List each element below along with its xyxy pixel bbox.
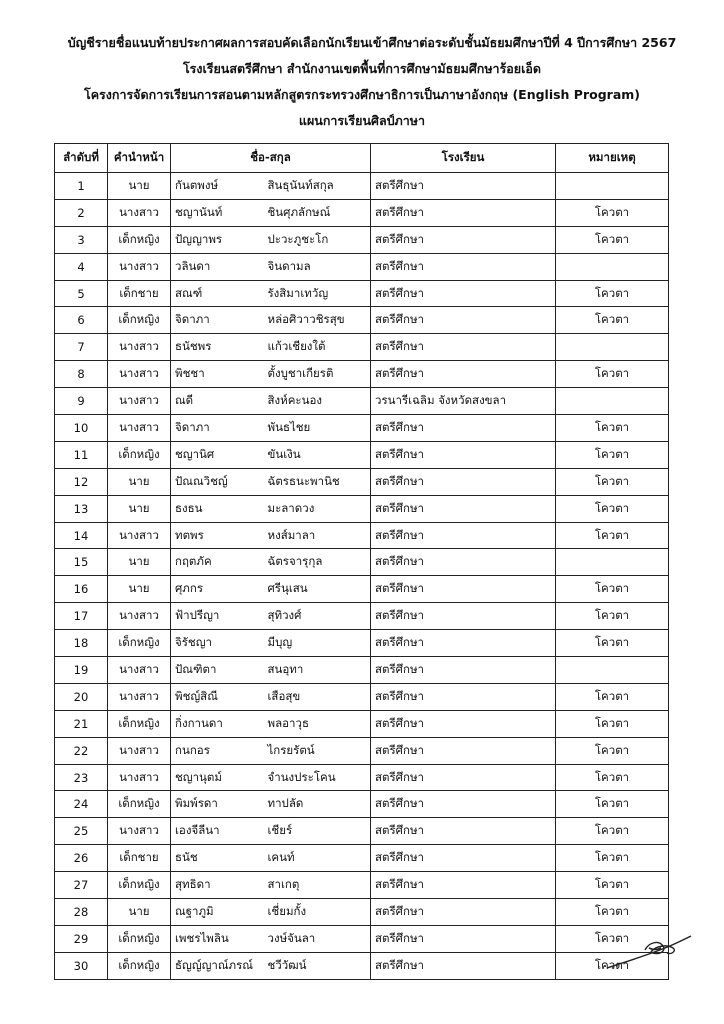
cell-surname: ชินศุภลักษณ์ [264,199,371,226]
cell-no: 14 [55,522,108,549]
cell-no: 17 [55,603,108,630]
cell-surname: จำนงประโคน [264,764,371,791]
cell-title: นางสาว [108,334,171,361]
cell-name: จิดาภา [171,307,264,334]
cell-no: 19 [55,657,108,684]
cell-school: สตรีศึกษา [371,468,556,495]
cell-surname: สนอุทา [264,657,371,684]
cell-surname: พันธไชย [264,415,371,442]
cell-note: โควตา [556,845,669,872]
cell-surname: มะลาดวง [264,495,371,522]
cell-surname: สุทิวงศ์ [264,603,371,630]
cell-name: จิรัชญา [171,630,264,657]
cell-school: สตรีศึกษา [371,361,556,388]
cell-school: สตรีศึกษา [371,603,556,630]
signature [605,928,695,973]
cell-surname: ปะวะภูชะโก [264,226,371,253]
cell-title: เด็กหญิง [108,791,171,818]
cell-surname: เชียร์ [264,818,371,845]
cell-no: 15 [55,549,108,576]
cell-school: สตรีศึกษา [371,226,556,253]
table-row [55,764,669,791]
cell-name: พิชชา [171,361,264,388]
cell-name: ณฐาภูมิ [171,899,264,926]
cell-title: นาย [108,495,171,522]
cell-surname: หล่อศิวาวชิรสุข [264,307,371,334]
cell-no: 23 [55,764,108,791]
cell-note: โควตา [556,818,669,845]
cell-note: โควตา [556,522,669,549]
table-row [55,576,669,603]
cell-name: ปัณณวิชญ์ [171,468,264,495]
cell-surname: มีบุญ [264,630,371,657]
cell-school: สตรีศึกษา [371,334,556,361]
cell-school: สตรีศึกษา [371,495,556,522]
header-study-plan: แผนการเรียนศิลป์ภาษา [298,113,426,128]
cell-name: ธงธน [171,495,264,522]
table-row [55,199,669,226]
cell-title: นางสาว [108,764,171,791]
table-row [55,495,669,522]
cell-note: โควตา [556,441,669,468]
cell-note [556,657,669,684]
cell-title: เด็กหญิง [108,630,171,657]
cell-surname: เสือสุข [264,683,371,710]
cell-name: กันตพงษ์ [171,173,264,200]
cell-school: สตรีศึกษา [371,818,556,845]
cell-title: นาย [108,468,171,495]
table-row [55,899,669,926]
table-row [55,603,669,630]
table-row [55,441,669,468]
cell-name: เพชรไพลิน [171,925,264,952]
table-row [55,173,669,200]
cell-note: โควตา [556,683,669,710]
table-row [55,415,669,442]
cell-school: สตรีศึกษา [371,307,556,334]
cell-no: 28 [55,899,108,926]
cell-school: สตรีศึกษา [371,630,556,657]
cell-surname: เชี่ยมกั้ง [264,899,371,926]
table-row [55,334,669,361]
cell-school: สตรีศึกษา [371,576,556,603]
column-header-no: ลำดับที่ [55,144,108,173]
cell-note: โควตา [556,307,669,334]
cell-note: โควตา [556,415,669,442]
cell-name: ธนัช [171,845,264,872]
cell-no: 5 [55,280,108,307]
cell-note [556,173,669,200]
cell-note: โควตา [556,361,669,388]
column-header-title: คำนำหน้า [108,144,171,173]
cell-note [556,253,669,280]
cell-note: โควตา [556,925,669,952]
cell-title: นางสาว [108,522,171,549]
cell-name: สุทธิดา [171,872,264,899]
cell-title: นาย [108,576,171,603]
cell-no: 13 [55,495,108,522]
table-row [55,280,669,307]
cell-note: โควตา [556,952,669,979]
cell-school: สตรีศึกษา [371,549,556,576]
table-row [55,791,669,818]
table-row [55,925,669,952]
cell-note: โควตา [556,199,669,226]
cell-name: พิมพ์รดา [171,791,264,818]
cell-note: โควตา [556,899,669,926]
table-row [55,253,669,280]
column-header-fullname: ชื่อ-สกุล [171,144,371,173]
table-row [55,737,669,764]
cell-no: 1 [55,173,108,200]
cell-no: 27 [55,872,108,899]
cell-name: พิชญ์สิณี [171,683,264,710]
cell-school: สตรีศึกษา [371,872,556,899]
cell-note [556,549,669,576]
cell-no: 7 [55,334,108,361]
cell-note: โควตา [556,764,669,791]
cell-title: นางสาว [108,737,171,764]
column-header-school: โรงเรียน [371,144,556,173]
table-row [55,307,669,334]
cell-school: สตรีศึกษา [371,925,556,952]
cell-name: ธัญญ์ญาณ์ภรณ์ [171,952,264,979]
cell-school: สตรีศึกษา [371,791,556,818]
table-row [55,226,669,253]
header-school: โรงเรียนสตรีศึกษา สำนักงานเขตพื้นที่การศึกษามัธยมศึกษาร้อยเอ็ด [182,61,542,76]
cell-no: 21 [55,710,108,737]
cell-school: สตรีศึกษา [371,899,556,926]
cell-no: 29 [55,925,108,952]
cell-name: ชญานิศ [171,441,264,468]
cell-title: นาย [108,173,171,200]
cell-no: 9 [55,388,108,415]
column-header-note: หมายเหตุ [556,144,669,173]
cell-school: สตรีศึกษา [371,710,556,737]
cell-school: สตรีศึกษา [371,683,556,710]
table-row [55,952,669,979]
table-row [55,361,669,388]
cell-surname: ฉัตรจารุกุล [264,549,371,576]
cell-title: เด็กหญิง [108,952,171,979]
cell-surname: เคนท์ [264,845,371,872]
cell-title: นางสาว [108,415,171,442]
cell-school: สตรีศึกษา [371,253,556,280]
cell-school: สตรีศึกษา [371,764,556,791]
table-row [55,522,669,549]
cell-no: 3 [55,226,108,253]
cell-school: สตรีศึกษา [371,845,556,872]
cell-name: ชญานุตม์ [171,764,264,791]
cell-name: ณดี [171,388,264,415]
cell-note: โควตา [556,710,669,737]
cell-title: เด็กหญิง [108,710,171,737]
cell-name: ฟ้าปรีญา [171,603,264,630]
cell-school: สตรีศึกษา [371,280,556,307]
cell-title: นางสาว [108,818,171,845]
cell-name: เองจีลีนา [171,818,264,845]
cell-surname: รังสิมาเทวัญ [264,280,371,307]
cell-note: โควตา [556,630,669,657]
cell-school: สตรีศึกษา [371,173,556,200]
cell-name: ชญานันท์ [171,199,264,226]
cell-title: นางสาว [108,603,171,630]
cell-no: 26 [55,845,108,872]
cell-no: 4 [55,253,108,280]
cell-title: นางสาว [108,361,171,388]
cell-note: โควตา [556,737,669,764]
table-row [55,710,669,737]
cell-school: สตรีศึกษา [371,952,556,979]
cell-title: นางสาว [108,253,171,280]
student-list-table [54,143,669,980]
cell-title: เด็กหญิง [108,872,171,899]
cell-surname: ขันเงิน [264,441,371,468]
cell-surname: สิงห์คะนอง [264,388,371,415]
cell-surname: ชวีวัฒน์ [264,952,371,979]
table-row [55,845,669,872]
cell-no: 16 [55,576,108,603]
table-row [55,818,669,845]
cell-no: 24 [55,791,108,818]
cell-title: นาย [108,899,171,926]
cell-surname: ฉัตรธนะพานิช [264,468,371,495]
cell-note: โควตา [556,872,669,899]
table-row [55,549,669,576]
cell-name: ปัญญาพร [171,226,264,253]
cell-name: ศุภกร [171,576,264,603]
cell-school: สตรีศึกษา [371,657,556,684]
table-row [55,872,669,899]
table-row [55,683,669,710]
document-header [0,30,724,134]
cell-no: 12 [55,468,108,495]
cell-no: 30 [55,952,108,979]
cell-school: สตรีศึกษา [371,441,556,468]
cell-surname: ทาปลัด [264,791,371,818]
cell-school: สตรีศึกษา [371,415,556,442]
cell-surname: ตั้งบูชาเกียรติ [264,361,371,388]
cell-name: กิ่งกานดา [171,710,264,737]
cell-surname: จินดามล [264,253,371,280]
table-header-row [55,144,669,173]
cell-surname: สาเกตุ [264,872,371,899]
cell-no: 6 [55,307,108,334]
header-program: โครงการจัดการเรียนการสอนตามหลักสูตรกระทรวงศึกษาธิการเป็นภาษาอังกฤษ (English Program) [83,87,640,102]
cell-note: โควตา [556,495,669,522]
cell-no: 2 [55,199,108,226]
cell-title: นาย [108,549,171,576]
cell-title: นางสาว [108,199,171,226]
cell-name: กนกอร [171,737,264,764]
cell-title: เด็กหญิง [108,226,171,253]
cell-surname: ไกรยรัตน์ [264,737,371,764]
cell-surname: พลอาวุธ [264,710,371,737]
cell-school: วรนารีเฉลิม จังหวัดสงขลา [371,388,556,415]
table-row [55,657,669,684]
cell-surname: ศรีนุเสน [264,576,371,603]
cell-title: เด็กชาย [108,280,171,307]
cell-note [556,334,669,361]
cell-title: เด็กหญิง [108,441,171,468]
cell-title: เด็กหญิง [108,925,171,952]
cell-note: โควตา [556,603,669,630]
cell-note: โควตา [556,280,669,307]
cell-note: โควตา [556,791,669,818]
cell-title: นางสาว [108,683,171,710]
cell-title: นางสาว [108,388,171,415]
cell-surname: หงส์มาลา [264,522,371,549]
header-title: บัญชีรายชื่อแนบท้ายประกาศผลการสอบคัดเลือกนักเรียนเข้าศึกษาต่อระดับชั้นมัธยมศึกษาปีที่ 4 ปีการศึกษา 2567 [67,35,677,50]
cell-no: 25 [55,818,108,845]
cell-name: ปัณฑิตา [171,657,264,684]
cell-note: โควตา [556,226,669,253]
cell-no: 18 [55,630,108,657]
cell-surname: วงษ์จันลา [264,925,371,952]
cell-name: ธนัชพร [171,334,264,361]
table-row [55,388,669,415]
cell-no: 22 [55,737,108,764]
cell-note: โควตา [556,468,669,495]
cell-school: สตรีศึกษา [371,199,556,226]
cell-title: นางสาว [108,657,171,684]
table-row [55,630,669,657]
cell-name: วลินดา [171,253,264,280]
cell-no: 11 [55,441,108,468]
cell-surname: แก้วเชียงใต้ [264,334,371,361]
cell-title: เด็กชาย [108,845,171,872]
cell-note: โควตา [556,576,669,603]
cell-school: สตรีศึกษา [371,522,556,549]
cell-no: 8 [55,361,108,388]
cell-no: 10 [55,415,108,442]
cell-no: 20 [55,683,108,710]
cell-surname: สินธุนันท์สกุล [264,173,371,200]
table-row [55,468,669,495]
cell-name: สณฑ์ [171,280,264,307]
cell-school: สตรีศึกษา [371,737,556,764]
cell-note [556,388,669,415]
cell-title: เด็กหญิง [108,307,171,334]
cell-name: ทตพร [171,522,264,549]
cell-name: จิดาภา [171,415,264,442]
cell-name: กฤตภัค [171,549,264,576]
